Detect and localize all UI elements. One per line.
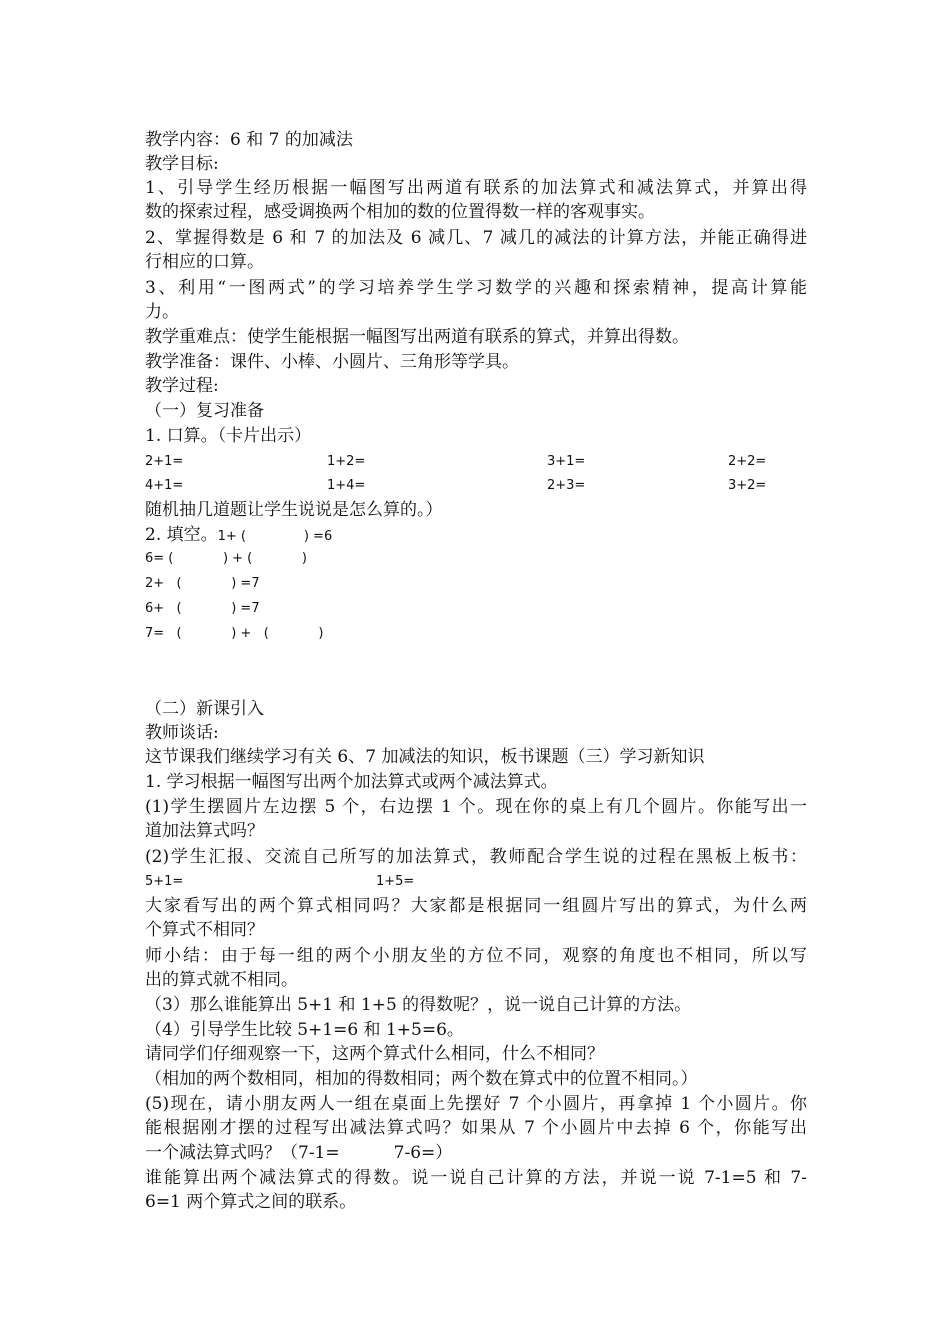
intro-text: 这节课我们继续学习有关 6、7 加减法的知识，板书课题（三）学习新知识 xyxy=(145,747,705,767)
fill-in-line xyxy=(145,523,332,549)
fill-in-equation: 6+ ( ) =7 xyxy=(145,601,260,616)
closing-line-1: 谁能算出两个减法算式的得数。说一说自己计算的方法，并说一说 7-1=5 和 7- xyxy=(145,1168,807,1188)
summary-line-2: 出的算式就不相同。 xyxy=(145,970,298,990)
lesson-content: 教学内容：6 和 7 的加减法 xyxy=(145,130,353,150)
goal-2-line-2: 行相应的口算。 xyxy=(145,252,264,272)
key-points: 教学重难点：使学生能根据一幅图写出两道有联系的算式，并算出得数。 xyxy=(145,327,689,347)
fill-in-equation: 2+ ( ) =7 xyxy=(145,576,260,591)
card-equation: 3+2= xyxy=(728,478,767,493)
card-equation: 2+3= xyxy=(547,478,586,493)
part-1-line-1: (1)学生摆圆片左边摆 5 个，右边摆 1 个。现在你的桌上有几个圆片。你能写出一 xyxy=(145,797,807,817)
goals-heading: 教学目标: xyxy=(145,154,219,174)
summary-line-1: 师小结：由于每一组的两个小朋友坐的方位不同，观察的角度也不相同，所以写 xyxy=(145,946,807,966)
part-5-line-3: 一个减法算式吗？（7-1= 7-6=） xyxy=(145,1143,453,1163)
observe-prompt: 请同学们仔细观察一下，这两个算式什么相同，什么不相同？ xyxy=(145,1044,604,1064)
review-note: 随机抽几道题让学生说说是怎么算的。） xyxy=(145,500,443,520)
question-line-1: 大家看写出的两个算式相同吗？大家都是根据同一组圆片写出的算式，为什么两 xyxy=(145,896,807,916)
goal-3-line-1: 3、利用“一图两式”的学习培养学生学习数学的兴趣和探索精神，提高计算能 xyxy=(145,278,807,298)
oral-calc-label: 1. 口算。（卡片出示） xyxy=(145,426,312,446)
card-equation: 2+2= xyxy=(728,454,767,469)
teacher-talk-label: 教师谈话: xyxy=(145,723,219,743)
card-equation: 4+1= xyxy=(145,478,184,493)
goal-2-line-1: 2、掌握得数是 6 和 7 的加法及 6 减几、7 减几的减法的计算方法，并能正确得进 xyxy=(145,228,807,248)
goal-3-line-2: 力。 xyxy=(145,302,179,322)
fill-in-label: 2. 填空。 xyxy=(145,525,218,545)
board-equation: 5+1= xyxy=(145,874,184,889)
part-4: （4）引导学生比较 5+1=6 和 1+5=6。 xyxy=(145,1020,464,1040)
step-1: 1. 学习根据一幅图写出两个加法算式或两个减法算式。 xyxy=(145,772,558,792)
observe-answer: （相加的两个数相同，相加的得数相同；两个数在算式中的位置不相同。） xyxy=(145,1069,698,1089)
part-5-line-2: 能根据刚才摆的过程写出减法算式吗？如果从 7 个小圆片中去掉 6 个，你能写出 xyxy=(145,1118,807,1138)
card-equation: 2+1= xyxy=(145,454,184,469)
preparation: 教学准备：课件、小棒、小圆片、三角形等学具。 xyxy=(145,352,519,372)
fill-in-equation: 6= ( ) + ( ) xyxy=(145,551,307,566)
question-line-2: 个算式不相同？ xyxy=(145,920,264,940)
part-5-line-1: (5)现在，请小朋友两人一组在桌面上先摆好 7 个小圆片，再拿掉 1 个小圆片。你 xyxy=(145,1094,807,1114)
part-1-line-2: 道加法算式吗？ xyxy=(145,821,264,841)
card-equation: 3+1= xyxy=(547,454,586,469)
part-3: （3）那么谁能算出 5+1 和 1+5 的得数呢？，说一说自己计算的方法。 xyxy=(145,995,692,1015)
process-heading: 教学过程: xyxy=(145,376,219,396)
fill-in-equation: 1+ ( ) =6 xyxy=(217,529,333,544)
board-equation: 1+5= xyxy=(376,874,415,889)
goal-1-line-1: 1、引导学生经历根据一幅图写出两道有联系的加法算式和减法算式，并算出得 xyxy=(145,178,807,198)
closing-line-2: 6=1 两个算式之间的联系。 xyxy=(145,1192,357,1212)
fill-in-equation: 7= ( ) + ( ) xyxy=(145,626,324,641)
goal-1-line-2: 数的探索过程，感受调换两个相加的数的位置得数一样的客观事实。 xyxy=(145,202,655,222)
review-heading: （一）复习准备 xyxy=(145,401,264,421)
part-2: (2)学生汇报、交流自己所写的加法算式，教师配合学生说的过程在黑板上板书： xyxy=(145,847,807,867)
new-lesson-heading: （二）新课引入 xyxy=(145,699,264,719)
card-equation: 1+2= xyxy=(327,454,366,469)
card-equation: 1+4= xyxy=(327,478,366,493)
